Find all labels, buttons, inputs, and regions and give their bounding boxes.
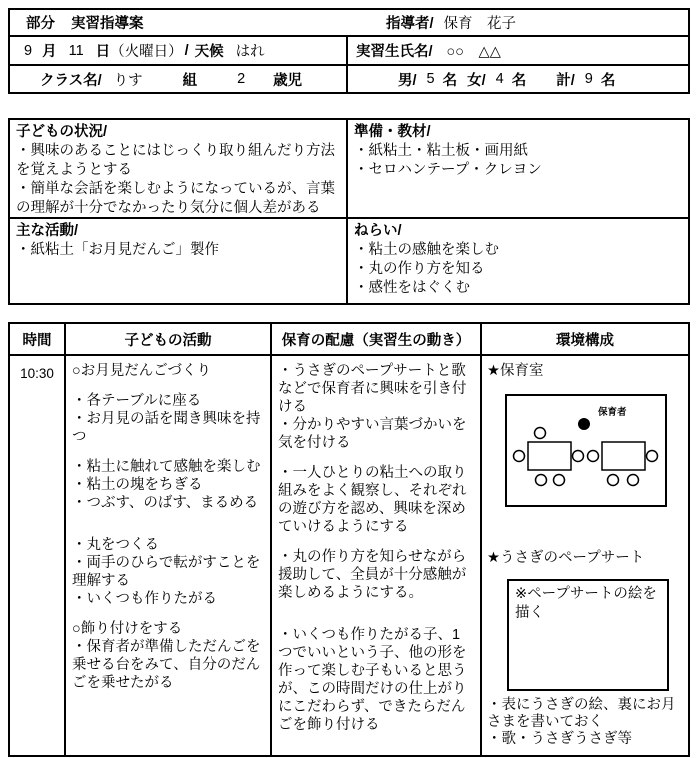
- instructor-field: [386, 10, 516, 35]
- text-segment: 実習生氏名/: [356, 44, 433, 60]
- text-line: ・丸の作り方を知る: [354, 261, 485, 277]
- text-line: ・お月見の話を聞き興味を持つ: [72, 411, 261, 445]
- child-seat: [573, 451, 584, 462]
- child-seat: [535, 428, 546, 439]
- text-segment: （火曜日）: [110, 44, 183, 60]
- room-label: ★保育室: [487, 363, 544, 379]
- aims-cell: [348, 219, 688, 303]
- care-points-cell: [270, 356, 480, 755]
- time-cell: 10:30: [20, 366, 54, 381]
- text-segment: 日: [95, 44, 111, 60]
- text-segment: りす: [113, 72, 143, 89]
- text-line: [72, 608, 264, 620]
- text-segment: 組: [182, 72, 198, 89]
- schedule-body-row: [10, 356, 688, 755]
- text-line: ・うさぎのペープサートと歌などで保育者に興味を引き付ける: [278, 363, 467, 415]
- puppet-label: ★うさぎのペープサート: [487, 550, 645, 566]
- schedule-table: [8, 322, 690, 757]
- table-rect-right: [602, 442, 645, 470]
- text-segment: 月: [42, 44, 57, 60]
- text-line: ・簡単な会話を楽しむようになっているが、言葉の理解が十分でなかったり気分に個人差がある: [16, 181, 335, 216]
- child-seat: [514, 451, 525, 462]
- text-segment: 女/: [467, 72, 486, 89]
- col-header-environment: 環境構成: [480, 324, 688, 354]
- trainee-name-field: [348, 37, 688, 64]
- text-line: [278, 602, 470, 614]
- text-line: [278, 536, 470, 548]
- text-line: ・セロハンテープ・クレヨン: [354, 162, 542, 178]
- text-line: ・紙粘土「お月見だんご」製作: [16, 242, 219, 258]
- headcount-field: [348, 66, 688, 92]
- text-line: [278, 614, 470, 626]
- date-row: [10, 37, 688, 66]
- text-segment: はれ: [235, 44, 265, 60]
- main-activity-title: 主な活動/: [16, 223, 79, 239]
- text-segment: 名: [442, 72, 458, 89]
- text-line: ・粘土の塊をちぎる: [72, 477, 203, 493]
- children-status-cell: [10, 120, 348, 217]
- col-header-care: 保育の配慮（実習生の動き）: [270, 324, 480, 354]
- text-segment: 2: [237, 71, 246, 87]
- teacher-label: 保育者: [598, 407, 627, 418]
- text-line: [72, 446, 264, 458]
- text-line: ・紙粘土・粘土板・画用紙: [354, 143, 528, 159]
- text-line: ・いくつも作りたがる: [72, 591, 217, 607]
- date-weather-field: [10, 37, 348, 64]
- main-activity-lines: [16, 241, 340, 260]
- text-line: ・表にうさぎの絵、裏にお月さまを書いておく: [487, 697, 676, 730]
- child-seat: [536, 475, 547, 486]
- text-line: [72, 380, 264, 392]
- text-segment: 4: [495, 71, 504, 87]
- text-segment: ○○ △△: [446, 44, 501, 60]
- title-row: [10, 10, 688, 37]
- child-seat: [554, 475, 565, 486]
- child-activities-cell: [64, 356, 270, 755]
- materials-cell: [348, 120, 688, 217]
- text-segment: 部分: [26, 16, 55, 32]
- puppet-sketch-box: [507, 579, 669, 691]
- aims-title: ねらい/: [354, 223, 402, 239]
- text-line: ・歌・うさぎうさぎ等: [487, 731, 632, 747]
- text-segment: 5: [426, 71, 435, 87]
- text-segment: /: [184, 42, 189, 59]
- text-line: ・粘土の感触を楽しむ: [354, 242, 499, 258]
- text-segment: 実習指導案: [71, 16, 144, 32]
- children-status-title: 子どもの状況/: [16, 124, 108, 140]
- child-seat: [588, 451, 599, 462]
- text-line: ・丸をつくる: [72, 537, 159, 553]
- table-rect-left: [528, 442, 571, 470]
- text-segment: 歳児: [273, 72, 303, 89]
- text-segment: 9: [24, 42, 33, 59]
- puppet-note: ※ペープサートの絵を描く: [515, 586, 657, 621]
- text-line: ・いくつも作りたがる子、1つでいいという子、他の形を作って楽しむ子もいると思うが、この時間だけの仕上がりにこだわらず、できたらだんごを飾り付ける: [278, 627, 467, 733]
- children-status-lines: [16, 142, 340, 217]
- header-table: [8, 8, 690, 94]
- main-activity-cell: [10, 219, 348, 303]
- col-header-time: 時間: [22, 332, 52, 349]
- text-segment: 名: [600, 72, 616, 89]
- text-line: [72, 512, 264, 524]
- text-segment: 指導者/: [386, 16, 434, 32]
- text-line: ・各テーブルに座る: [72, 393, 202, 409]
- teacher-marker: [578, 418, 590, 430]
- room-layout-diagram: [505, 394, 667, 507]
- text-segment: 9: [584, 71, 593, 87]
- schedule-header-row: [10, 324, 688, 356]
- aims-lines: [354, 241, 682, 298]
- text-segment: 保育 花子: [443, 16, 517, 32]
- materials-lines: [354, 142, 682, 180]
- document-title: [10, 12, 144, 33]
- text-line: ・丸の作り方を知らせながら援助して、全員が十分感触が楽しめるようにする。: [278, 549, 467, 601]
- materials-title: 準備・教材/: [354, 124, 431, 140]
- text-segment: 11: [68, 42, 84, 59]
- text-line: ・保育者が準備しただんごを乗せる台をみて、自分のだんごを乗せたがる: [72, 639, 261, 691]
- overview-row-2: [10, 219, 688, 303]
- text-segment: クラス名/: [40, 72, 102, 89]
- text-line: ・両手のひらで転がすことを理解する: [72, 555, 261, 589]
- child-seat: [608, 475, 619, 486]
- text-line: ・一人ひとりの粘土への取り組みをよく観察し、それぞれの遊び方を認め、興味を深めていけるようにする: [278, 465, 467, 535]
- overview-row-1: [10, 120, 688, 219]
- class-name-field: [10, 66, 348, 92]
- overview-table: [8, 118, 690, 305]
- text-line: ・感性をはぐくむ: [354, 280, 470, 296]
- text-line: [278, 452, 470, 464]
- child-seat: [628, 475, 639, 486]
- text-segment: 計/: [556, 72, 575, 89]
- text-segment: 名: [511, 72, 527, 89]
- text-line: ・興味のあることにはじっくり取り組んだり方法を覚えようとする: [16, 143, 335, 178]
- environment-cell: [480, 356, 688, 755]
- class-row: [10, 66, 688, 92]
- child-seat: [647, 451, 658, 462]
- text-line: [72, 524, 264, 536]
- text-line: ・つぶす、のばす、まるめる: [72, 495, 259, 511]
- text-segment: 天候: [194, 44, 224, 60]
- text-segment: 男/: [398, 72, 417, 89]
- col-header-child-activity: 子どもの活動: [64, 324, 270, 354]
- text-line: ・分かりやすい言葉づかいを気を付ける: [278, 417, 467, 451]
- text-line: ○飾り付けをする: [72, 621, 183, 637]
- environment-notes: [487, 697, 683, 748]
- text-line: ○お月見だんごづくり: [72, 363, 211, 379]
- text-line: ・粘土に触れて感触を楽しむ: [72, 459, 261, 475]
